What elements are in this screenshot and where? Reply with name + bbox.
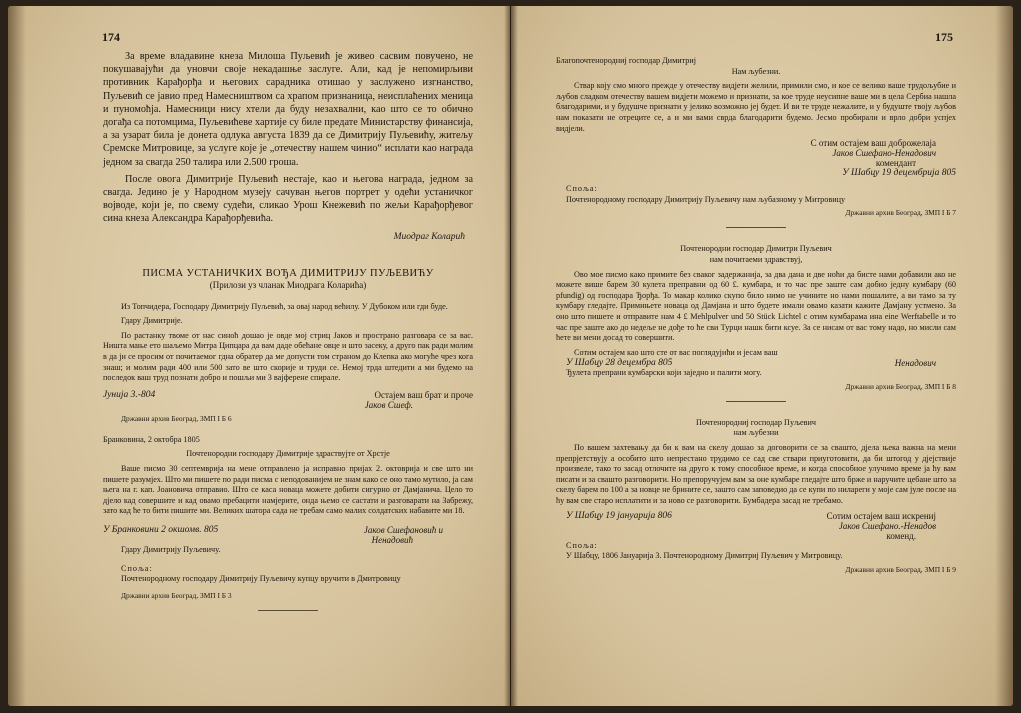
archive-reference: Државни архив Београд, ЗМП I Б 9: [845, 564, 956, 574]
letter-greeting: Нам љубезни.: [731, 66, 781, 76]
divider: [726, 227, 786, 228]
left-page: [8, 6, 510, 706]
letter-greeting: Почтенородни господару Димитрије здраствујте от Хрстје: [186, 449, 390, 459]
outside-label: Споља:: [566, 540, 598, 550]
letter-1: [103, 302, 473, 423]
letter-note: Ђулета препрани кумбарски који заједно и палити могу.: [566, 368, 762, 378]
letter-greeting: Почтенородниј господар Пуљевич: [695, 417, 817, 427]
archive-reference: Државни архив Београд, ЗМП I Б 7: [845, 208, 956, 218]
letter-greeting: Гдару Димитрије.: [121, 316, 183, 326]
letter-signature: Јаков Сшефано.-Ненадов: [838, 520, 936, 531]
letter-place-date: Бранковина, 2 октобра 1805: [103, 434, 200, 444]
letter-date: Јунија 3.-804: [103, 389, 156, 400]
book-gutter: [504, 6, 518, 706]
letter-greeting: Почтенородни господар Димитри Пуљевич: [680, 244, 832, 254]
divider: [258, 610, 318, 611]
letter-signature: Ненадовић: [371, 534, 413, 545]
page-shadow: [995, 6, 1013, 706]
letter-greeting: нам почитаеми здравствуј,: [709, 254, 803, 264]
article-paragraph: После овога Димитрије Пуљевић нестаје, као и његова награда, једном за свагда. Једино је у Народном музеју сачуван његов портрет у одећи устаничког војводе, који је, по свему судећи, сликао Урош Кнежевић по жељи Карађорђевог сина кнеза Александра Карађорђевића.: [103, 173, 473, 225]
page-number: 174: [102, 30, 120, 44]
page-shadow: [8, 6, 26, 706]
letter-date: У Шабцу 19 децембрија 805: [842, 168, 956, 179]
letter-addressee: Гдару Димитрију Пуљевичу.: [121, 544, 221, 554]
outside-address: У Шабцу, 1806 Јануарија 3. Почтенородному Димитриј Пуљевич у Митровицу.: [566, 551, 843, 561]
outside-label: Споља:: [566, 184, 598, 194]
article-author: Миодраг Коларић: [393, 231, 465, 242]
section-subtitle: (Прилози уз чланак Миодрага Коларића): [209, 279, 367, 290]
outside-address: Почтенородному господару Димитрију Пуљевичу нам љубазному у Митровицу: [566, 194, 846, 204]
section-title: ПИСМА УСТАНИЧКИХ ВОЂА ДИМИТРИЈУ ПУЉЕВИЋУ: [142, 267, 434, 279]
letter-greeting: нам љубезни: [733, 428, 779, 438]
letter-rank: комендант: [875, 158, 916, 169]
divider: [726, 401, 786, 402]
letter-body: По вашем захтевању да би к вам на скелу дошао за договорити се за свашто, дјела њека важна на мени препрјетствују а особито што непрестано трудимо се сад све ствари приуготовити, да би штогод у дјејствије произвеле, тако то засад отлочите на друго к тому способное време, и когда способное улучимо време ја ћу вам писати и за свашто разговорити. Но препоручујем вам за оне кумбаре гледајте што брже и наручите цебане што за скелу барем по 100 а за новце не брините се, заштo сам заповедио да се купи по нилареги у моје сам јуле после на ћу вам све старо исплатити и за ново се разговорити. Бумбадера засад не требамо.: [556, 443, 956, 506]
letter-body: По растанку твоме от нас синоћ дошао је овде мој стриц Јаков и пространо разговара се за вас. Ништа мање ето шаљемо Митра Ципцара да вам даде обећане овце и што засеку, а друго пак ради молим в да ји се просим от почитаемог гдна обратер да ме допусти том страном до Клепка ако могуће чрез кога знаш; и молим ради 400 или 500 зато ве што скорије и труди се. Немој трда штедити а ми будемо на последок ваш труд познати добро и пошљи ми 3 ваjферене спирале.: [103, 330, 473, 383]
archive-reference: Државни архив Београд, ЗМП I Б 6: [121, 413, 232, 423]
letter-closing: Остаjем ваш брат и проче: [374, 389, 473, 400]
letter-body: Ваше писмо 30 септемврија на мене отправлено ја исправно пријах 2. октоврија и све што ни пишете разумјех. Што ми пишете по ради писма с неподованијем не знам како се оно тамо мутило, ја сам њега на г. кап. Јоановича отправио. Што се каса новаца можете добити сигурно от Дамјанича. Цело то дјело кад совершите и кад овамо пребацити намјерите, онда њемо се састати и разговарати на Забрежу, зато кад ће то бити пишите ми. Великих шатора сада не требам само малих солдатских набавите ми 18.: [103, 463, 473, 516]
letter-date: У Шабцу 28 децембра 805: [566, 358, 673, 369]
letter-body: Ствар коју смо много прежде у отечеству видјети желили, примили смо, и кое се велико ваше трудољубие и љубов сладком отечеству вашем видјети можемо и признати, за кое труде неусипне ваше ми в цела Сербиа нашла благодарими, и у будушче признати у јелико возможно јеј будет. И ви те труде нежалите, и у будуште твоју љубов нам показати не отреците се, а и ми вами сврда благодарити будемо. Јесмо пробирали и врло добри успјех видјели.: [556, 81, 956, 133]
letter-body: Ово мое писмо како примите без сваког задержанија, за два дана и две ноћи да бисте нами добавили ако не можете више барем 30 кулета преправни од 60 £. кумбара, и то час пре заште сам добио једну кумбару (60 pfundig) од господара Ђорђа. То макар колико скупо било нимо не учините но нами пошалите, а ви тамо за ту кумбару гледајте. Примињете новаца од Дамјана и што будете имали овамо казати кажите Дамјану устмено. За оно што пишете и отправите нам 4 £ Mehlpulver und 50 Stück Lichtel с отим кумбарама ина eine Werftabelle и то час пре заште ако до недеље не дође то ће сви Турци нашк бити ксуе. За се нисам от вас тому надо, но мисли сам ћете ви мени досад то совершити.: [556, 269, 956, 343]
letter-closing: Сотим остаjем ваш искрениj: [826, 510, 936, 521]
letter-signature: Ненадович: [894, 358, 936, 369]
letter-address: Из Топчидера, Господару Димитрију Пуљевић, за овај народ већилу. У Дубоком или гди буде.: [121, 301, 448, 311]
letter-3: [556, 56, 956, 228]
letter-4: [556, 244, 956, 402]
right-page: [511, 6, 1013, 706]
archive-reference: Државни архив Београд, ЗМП I Б 3: [121, 590, 232, 600]
book-spread: [8, 6, 1013, 706]
letter-5: [556, 418, 956, 574]
letter-signature: Јаков Сшефано-Ненадович: [832, 148, 936, 159]
page-number: 175: [935, 30, 953, 44]
letter-date: У Шабцу 19 јануарија 806: [566, 510, 672, 521]
left-page-content: [103, 50, 473, 611]
letter-rank: коменд.: [886, 530, 916, 541]
archive-reference: Државни архив Београд, ЗМП I Б 8: [845, 381, 956, 391]
letter-2: [103, 435, 473, 611]
letter-signature: Јаков Сшефановић и: [363, 524, 443, 535]
right-page-content: [556, 56, 956, 574]
letter-closing: Сотим остаjем као што сте от вас поглядујићи и јесам ваш: [574, 347, 778, 357]
article-paragraph: За време владавине кнеза Милоша Пуљевић је живео сасвим повучено, не покушавајући да уновчи своје некадашње заслуге. Али, кад је непомирљиви противник Карађорђа и његових сарадника отишао у заслужено изгнанство, Пуљевић се јавио пред Намесништвом са храпом признаница, неисплаћених меница и пуномоћја. Намесници нису хтели да буду незахвални, као што се то обично догађа са потомцима, Пуљевићеве хартије су биле предате Министарству финансија, а за узарат била је донета одлука августа 1839 да се Димитрију Пуљевићу, житељу Сремске Митровице, за услуге које је „отечеству нашем чинио“ исплати као награда једном за свагда 250 талира или 2.500 гроша.: [103, 51, 473, 168]
letter-date: У Бранковини 2 окшомв. 805: [103, 524, 219, 535]
letter-signature: Јаков Сшеф.: [364, 399, 413, 410]
letter-greeting: Благопочтенородниј господар Димитриј: [556, 56, 697, 65]
outside-address: Почтенородному господару Димитрију Пуљевичу купцу вручити в Дмитровицу: [121, 574, 401, 584]
letter-closing: С отим остаjем ваш доброжелаjа: [810, 138, 936, 149]
outside-label: Споља:: [121, 563, 153, 573]
